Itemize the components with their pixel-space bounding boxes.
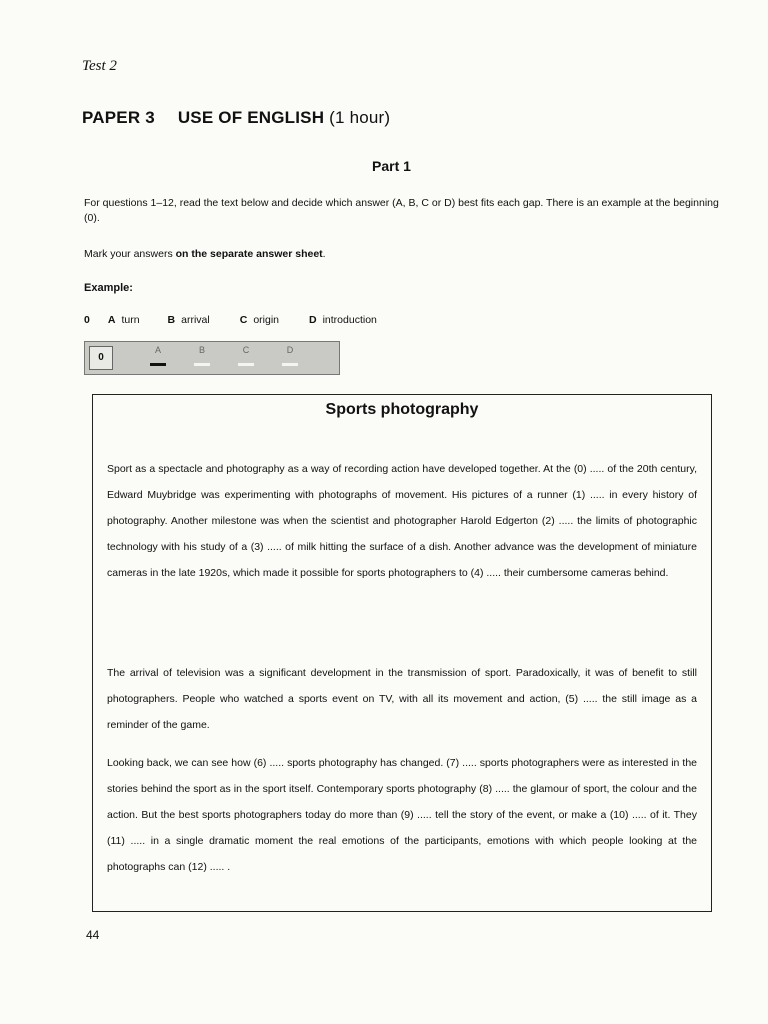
text-paragraph-1: Sport as a spectacle and photography as a way of recording action have developed together. At the (0) ..... of the 20th century, Edward Muybridge was experimenting with photographs of movement. His pictures of a runner (1) ..... in every history of photography. Another milestone was when the scientist and photographer Harold Edgerton (2) ..... the limits of photographic technology with his study of a (3) ..... of milk hitting the surface of a dish. Another advance was the development of miniature cameras in the late 1920s, which made it possible for sports photographers to (4) ..... their cumbersome cameras behind. xyxy=(107,462,697,579)
example-option-d: D introduction xyxy=(309,314,377,326)
mark-suffix: . xyxy=(322,248,326,260)
answer-mark-d xyxy=(282,363,298,366)
part-title: Part 1 xyxy=(372,158,411,174)
answer-mark-a xyxy=(150,363,166,366)
text-paragraph-3: Looking back, we can see how (6) ..... sports photography has changed. (7) ..... sports photographers were as interested in the stories behind the sport as in the sport itself. Contemporary sports photography (8) ..... the glamour of sport, the colour and the action. But the best sports photographers today do more than (9) ..... tell the story of the event, or make a (10) ..... of it. They (11) ..... in a single dramatic moment the real emotions of the participants, emotions with which people looking at the photographs can (12) ..... . xyxy=(107,756,697,873)
answer-grid-number: 0 xyxy=(89,346,113,370)
example-options xyxy=(84,314,377,326)
reading-text-box xyxy=(92,394,712,912)
text-title: Sports photography xyxy=(325,401,479,418)
paper-heading xyxy=(82,108,390,128)
answer-grid-letter-b: B xyxy=(198,345,205,355)
instructions: For questions 1–12, read the text below and decide which answer (A, B, C or D) best fits each gap. There is an example at the beginning (0). xyxy=(84,197,719,224)
mark-bold: on the separate answer sheet xyxy=(175,248,323,260)
paper-name: USE OF ENGLISH xyxy=(177,108,325,127)
mark-answers-instruction xyxy=(84,248,724,260)
answer-grid-letter-c: C xyxy=(242,345,250,355)
answer-grid-letter-d: D xyxy=(286,345,294,355)
test-label: Test 2 xyxy=(82,58,117,74)
example-option-a: A turn xyxy=(107,314,140,326)
page-number: 44 xyxy=(86,928,100,942)
paper-number: PAPER 3 xyxy=(82,108,155,127)
paper-duration: (1 hour) xyxy=(329,108,391,127)
example-option-b: B arrival xyxy=(167,314,210,326)
example-number: 0 xyxy=(84,314,90,326)
text-paragraph-2: The arrival of television was a significant development in the transmission of sport. Paradoxically, it was of benefit to still photographers. People who watched a sports event on TV, with all its movement and action, (5) ..... the still image as a reminder of the game. xyxy=(107,666,697,731)
answer-mark-c xyxy=(238,363,254,366)
example-label: Example: xyxy=(84,282,133,294)
answer-grid-letter-a: A xyxy=(154,345,161,355)
mark-prefix: Mark your answers xyxy=(84,248,176,260)
example-option-c: C origin xyxy=(239,314,279,326)
example-answer-grid xyxy=(84,341,340,375)
answer-mark-b xyxy=(194,363,210,366)
